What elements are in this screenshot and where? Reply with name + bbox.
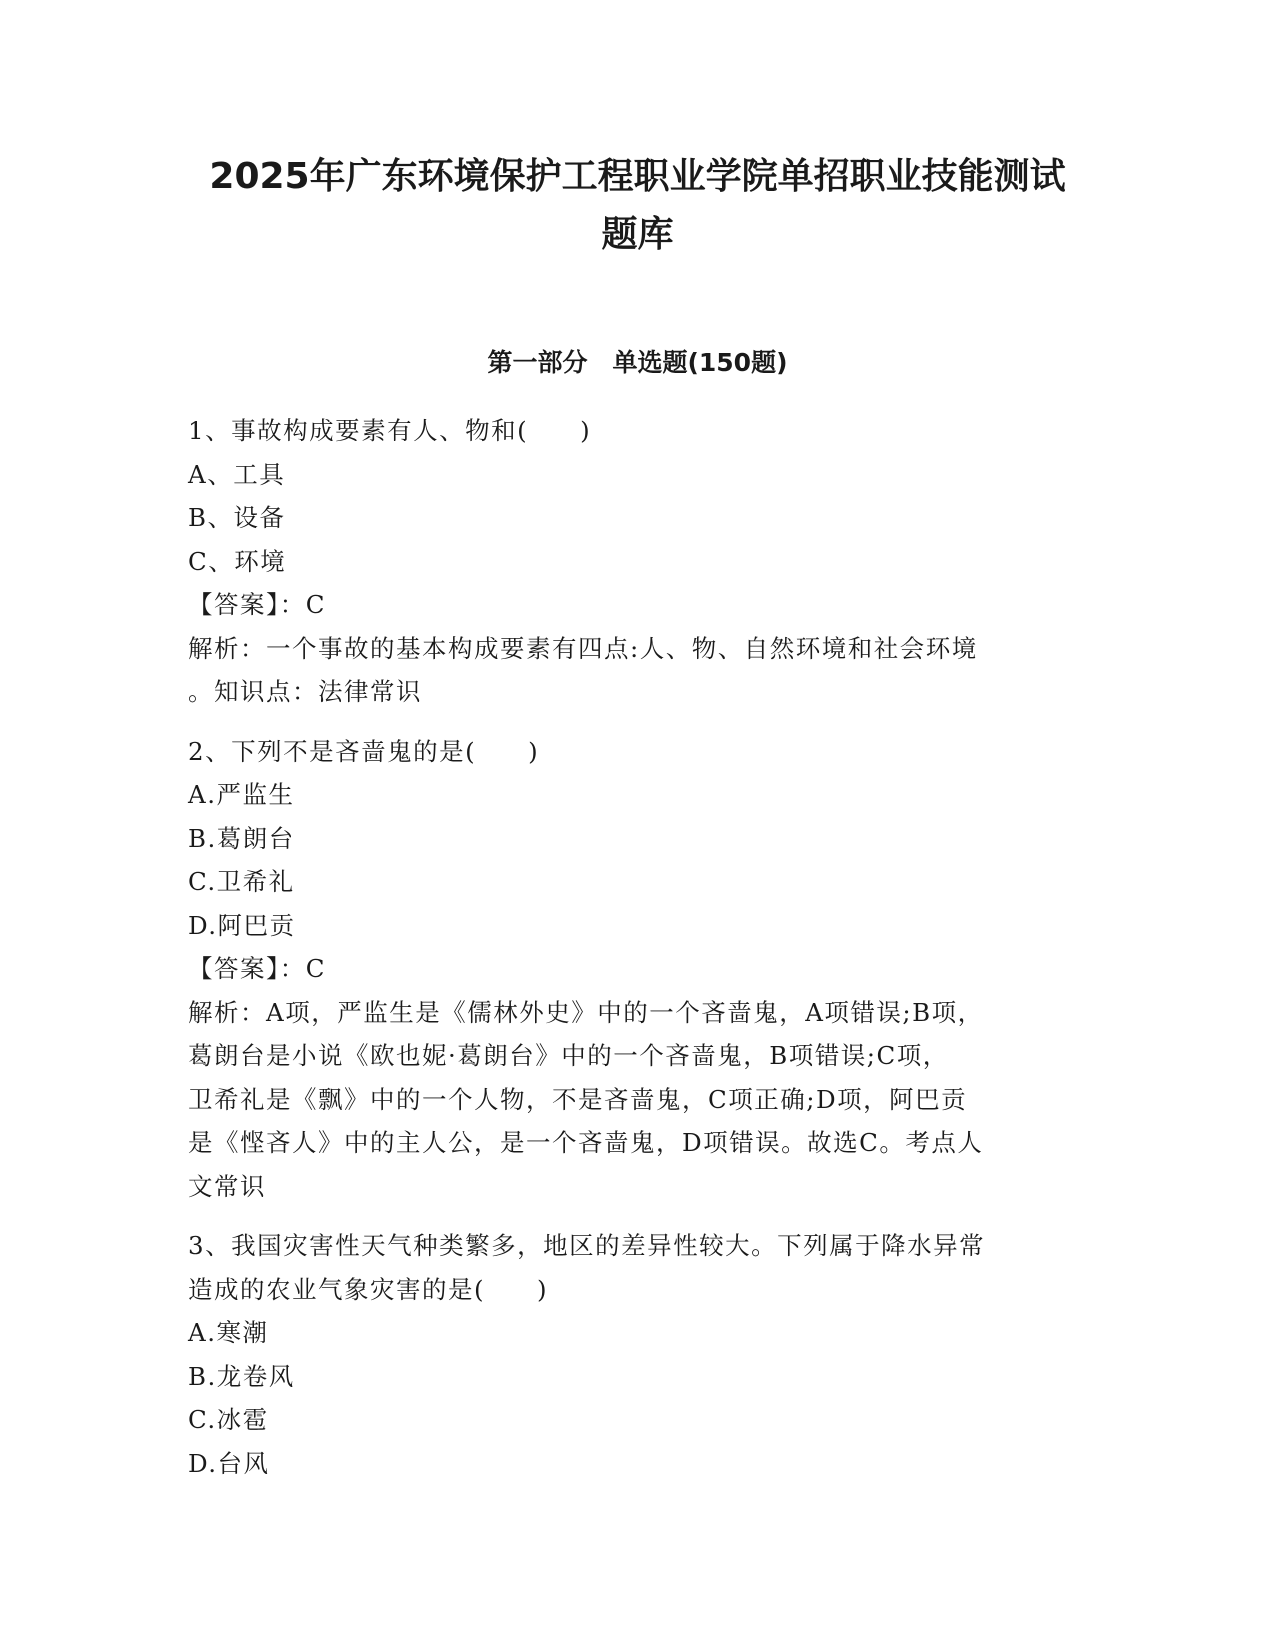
question-stem: 3、我国灾害性天气种类繁多，地区的差异性较大。下列属于降水异常: [188, 1231, 986, 1260]
question-option: C.卫希礼: [188, 867, 295, 896]
question-list: [188, 409, 1078, 1485]
question-option: B.葛朗台: [188, 823, 295, 853]
question-option: C.冰雹: [188, 1405, 269, 1434]
question-stem: 造成的农业气象灾害的是( ): [188, 1274, 549, 1304]
question-option: A.严监生: [188, 780, 295, 809]
document-title-line-1: 2025年广东环境保护工程职业学院单招职业技能测试: [209, 156, 1066, 197]
question-stem: 2、下列不是吝啬鬼的是( ): [188, 736, 540, 766]
question-analysis-line: 。知识点：法律常识: [188, 677, 422, 706]
question-option: B.龙卷风: [188, 1361, 295, 1391]
question-option: D.阿巴贡: [188, 910, 296, 940]
question-analysis-line: 解析：A项，严监生是《儒林外史》中的一个吝啬鬼，A项错误;B项，: [188, 997, 984, 1027]
question-answer: 【答案】：C: [188, 954, 326, 983]
question-3: [188, 1224, 1078, 1485]
section-title: 第一部分 单选题(150题): [487, 348, 788, 377]
document-title: [150, 148, 1125, 264]
question-answer: 【答案】：C: [188, 590, 326, 619]
question-spacer: [188, 714, 1078, 730]
question-1: [188, 409, 1078, 714]
question-spacer: [188, 1208, 1078, 1224]
question-stem: 1、事故构成要素有人、物和( ): [188, 416, 592, 445]
question-option: A、工具: [188, 459, 286, 489]
question-option: B、设备: [188, 503, 286, 532]
question-analysis-line: 葛朗台是小说《欧也妮·葛朗台》中的一个吝啬鬼，B项错误;C项，: [188, 1041, 949, 1070]
question-analysis-line: 是《悭吝人》中的主人公，是一个吝啬鬼，D项错误。故选C。考点人: [188, 1128, 984, 1157]
question-option: D.台风: [188, 1448, 270, 1478]
question-analysis-line: 卫希礼是《飘》中的一个人物，不是吝啬鬼，C项正确;D项，阿巴贡: [188, 1084, 968, 1114]
document-title-line-2: 题库: [601, 214, 674, 255]
question-option: A.寒潮: [188, 1318, 269, 1347]
question-analysis-line: 文常识: [188, 1171, 266, 1201]
question-option: C、环境: [188, 546, 287, 576]
question-2: [188, 730, 1078, 1209]
question-analysis-line: 解析：一个事故的基本构成要素有四点:人、物、自然环境和社会环境: [188, 633, 978, 663]
